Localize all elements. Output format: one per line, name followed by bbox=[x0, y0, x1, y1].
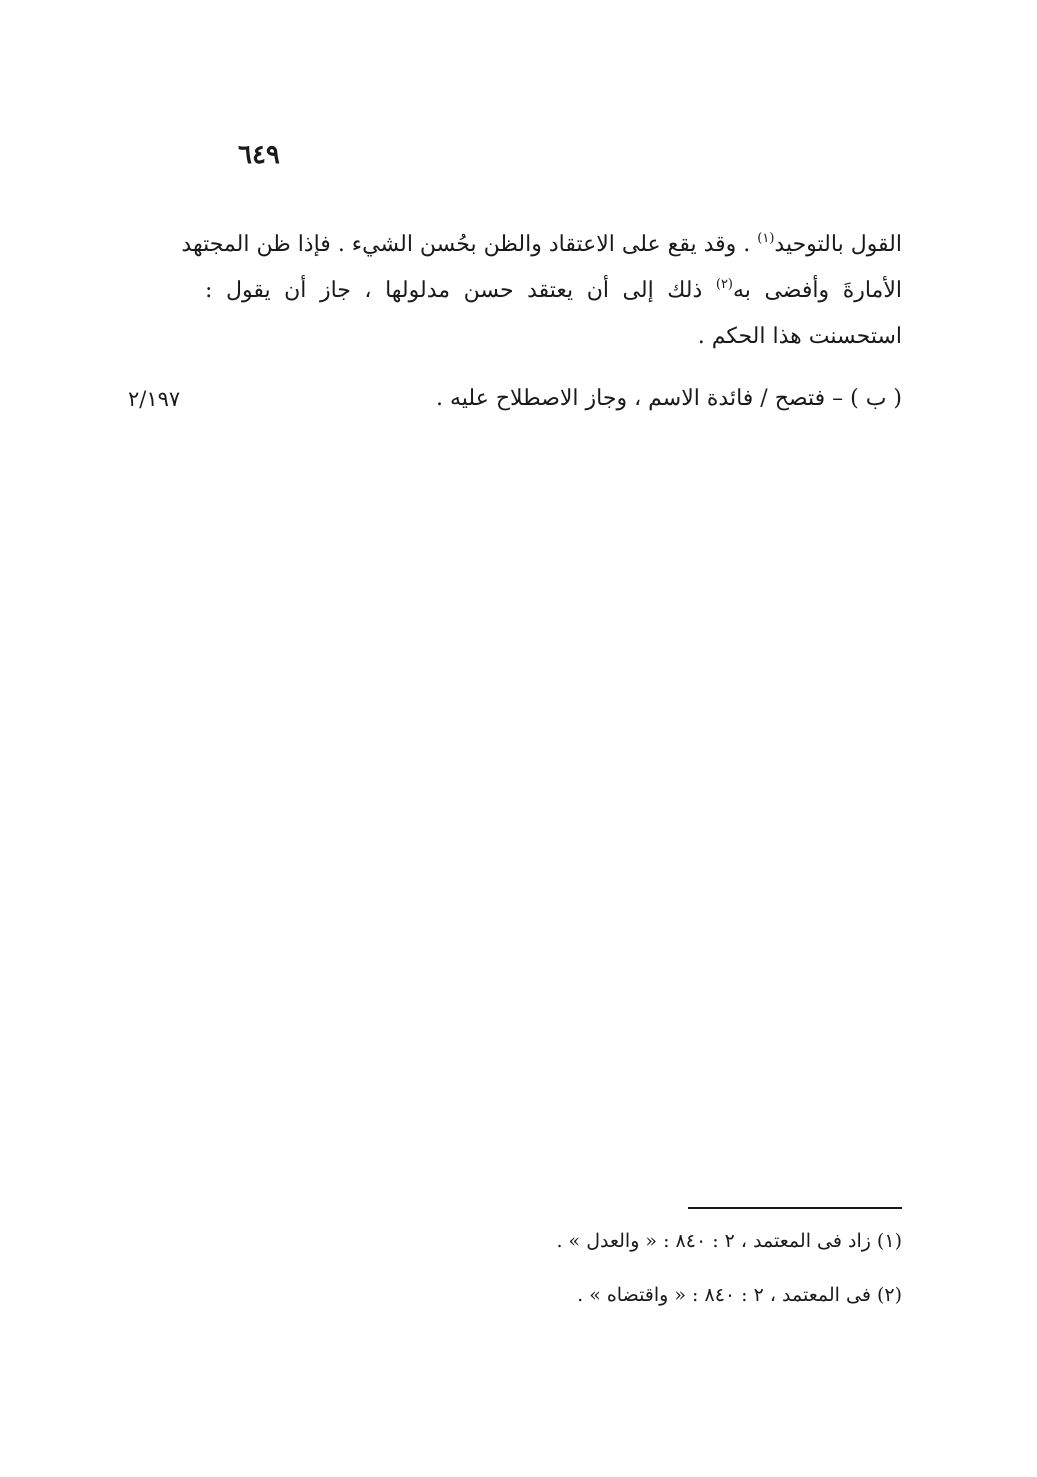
line-2-text-start: الأمارةَ وأفضى به bbox=[733, 278, 902, 303]
footnotes bbox=[420, 1228, 902, 1336]
section-b-line: ( ب ) – فتصح / فائدة الاسم ، وجاز الاصطلاح عليه . bbox=[436, 386, 902, 411]
page-number: ٦٤٩ bbox=[238, 140, 280, 170]
footnote-marker-1: (١) bbox=[757, 231, 775, 246]
paragraph-line-2 bbox=[205, 268, 902, 314]
paragraph-line-1 bbox=[181, 222, 902, 268]
line-1-text-start: القول بالتوحيد bbox=[774, 232, 902, 257]
footnote-marker-2: (٢) bbox=[715, 277, 733, 292]
footnote-1: (١) زاد فى المعتمد ، ٢ : ٨٤٠ : « والعدل » . bbox=[556, 1230, 902, 1252]
footnote-2: (٢) فى المعتمد ، ٢ : ٨٤٠ : « واقتضاه » . bbox=[577, 1284, 902, 1306]
paragraph-line-3: استحسنت هذا الحكم . bbox=[697, 324, 902, 349]
line-2-text-end: ذلك إلى أن يعتقد حسن مدلولها ، جاز أن يقول : bbox=[205, 278, 716, 303]
footnote-divider bbox=[688, 1207, 902, 1209]
main-paragraph bbox=[181, 222, 902, 360]
margin-reference: ٢/١٩٧ bbox=[128, 387, 181, 411]
line-1-text-end: . وقد يقع على الاعتقاد والظن بحُسن الشيء . فإذا ظن المجتهد bbox=[181, 232, 758, 257]
